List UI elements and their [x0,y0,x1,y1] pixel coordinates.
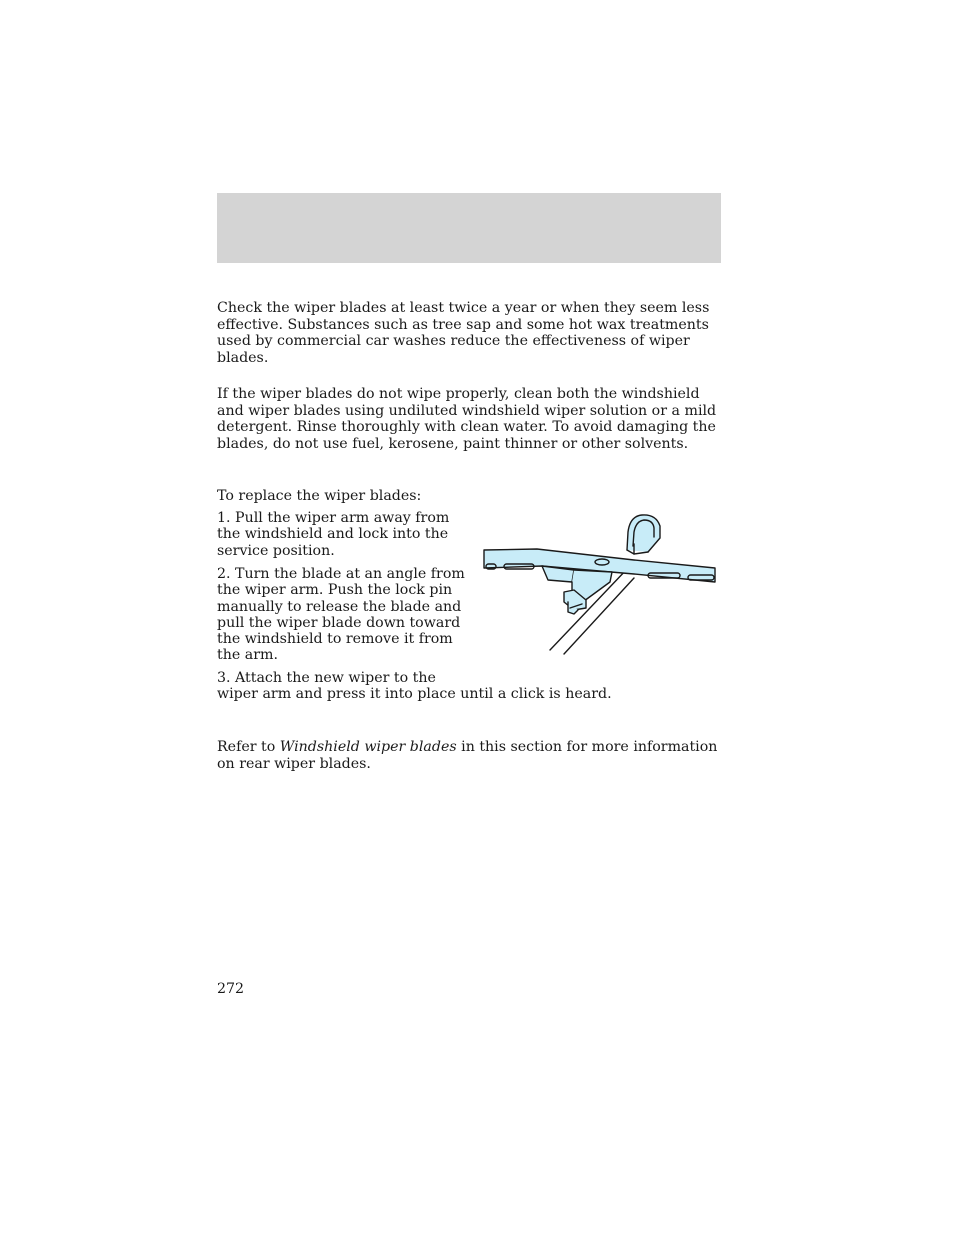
paragraph-check-blades: Check the wiper blades at least twice a year or when they seem less effective. Substances such as tree sap and some hot wax treatments used by commercial car washes reduce the effectiveness of wiper blades. [217,300,710,366]
paragraph-cleaning: If the wiper blades do not wipe properly, clean both the windshield and wiper blades using undiluted windshield wiper solution or a mild detergent. Rinse thoroughly with clean water. To avoid damaging the blades, do not use fuel, kerosene, paint thinner or other solvents. [217,386,717,452]
step-2: 2. Turn the blade at an angle from the wiper arm. Push the lock pin manually to release the blade and pull the wiper blade down toward the windshield to remove it from the arm. [217,566,465,664]
step-3-line-1: 3. Attach the new wiper to the [217,670,436,686]
step-1: 1. Pull the wiper arm away from the windshield and lock into the service position. [217,510,450,559]
section-header-band [217,193,721,263]
paragraph-refer [217,739,727,772]
step-3 [217,670,637,703]
replace-intro: To replace the wiper blades: [217,488,422,504]
page-number: 272 [217,981,245,997]
refer-prefix: Refer to [217,739,280,755]
refer-suffix: in this section for more information on rear wiper blades. [217,739,718,772]
step-3-line-2: wiper arm and press it into place until a click is heard. [217,686,612,703]
wiper-arm-blade-illustration [482,510,718,656]
refer-link-text: Windshield wiper blades [279,739,457,755]
